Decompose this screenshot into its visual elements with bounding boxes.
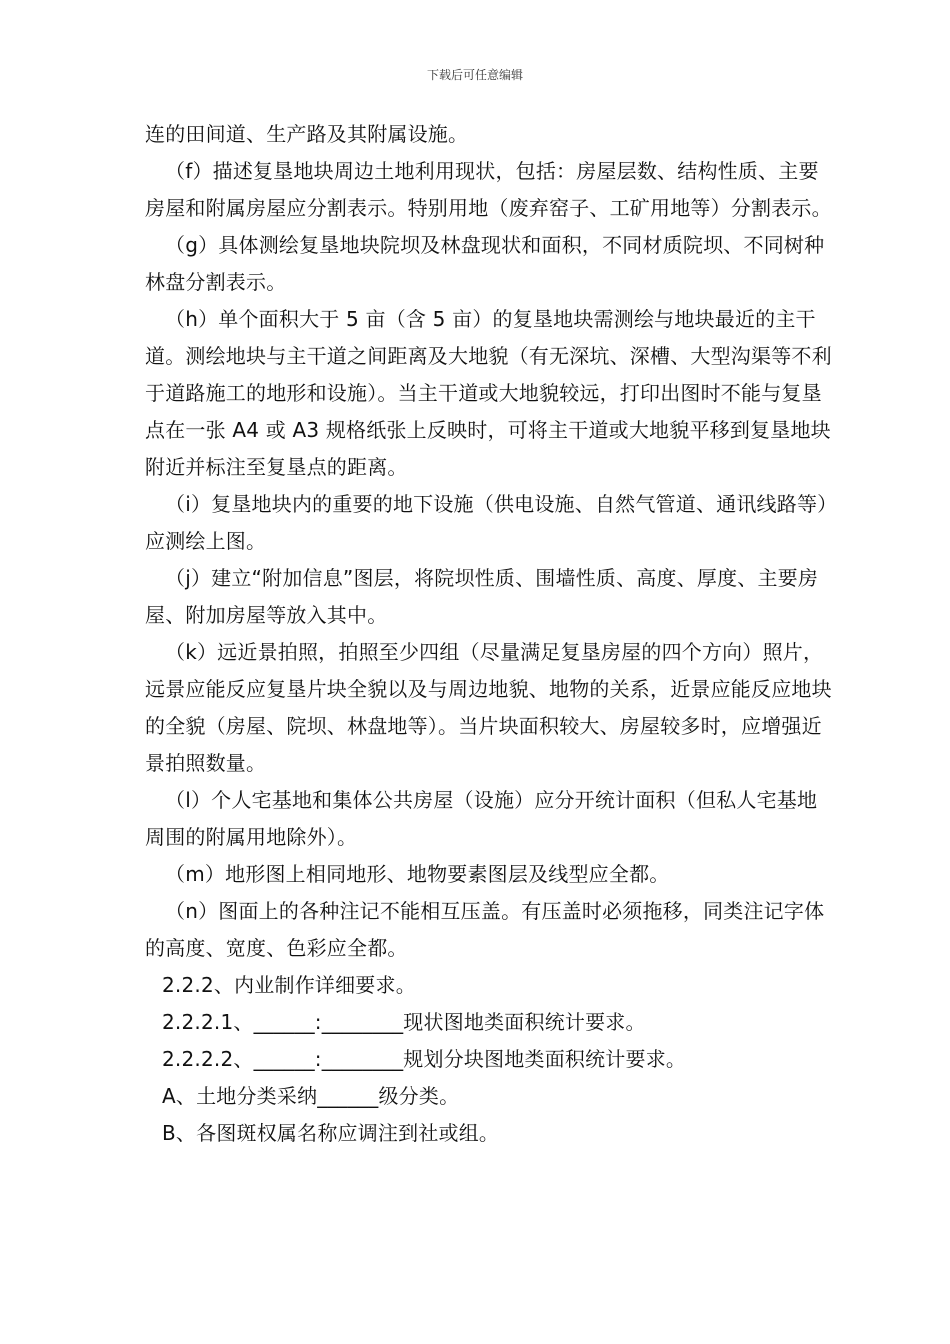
section-heading: 2.2.2、内业制作详细要求。: [162, 973, 416, 997]
paragraph: （l）个人宅基地和集体公共房屋（设施）应分开统计面积（但私人宅基地周围的附属用地除外）。: [145, 788, 818, 849]
list-item: B、各图斑权属名称应调注到社或组。: [162, 1121, 500, 1145]
paragraph: （j）建立“附加信息”图层，将院坝性质、围墙性质、高度、厚度、主要房屋、附加房屋等放入其中。: [145, 566, 819, 627]
paragraph: （m）地形图上相同地形、地物要素图层及线型应全都。: [165, 862, 670, 886]
paragraph: （n）图面上的各种注记不能相互压盖。有压盖时必须拖移，同类注记字体的高度、宽度、色彩应全都。: [145, 899, 825, 960]
paragraph: （i）复垦地块内的重要的地下设施（供电设施、自然气管道、通讯线路等）应测绘上图。: [145, 492, 828, 553]
paragraph: （f）描述复垦地块周边土地利用现状，包括：房屋层数、结构性质、主要房屋和附属房屋应分割表示。特别用地（废弃窑子、工矿用地等）分割表示。: [145, 159, 832, 220]
page-header: 下载后可任意编辑: [426, 68, 523, 82]
paragraph: （h）单个面积大于 5 亩（含 5 亩）的复垦地块需测绘与地块最近的主干道。测绘地块与主干道之间距离及大地貌（有无深坑、深槽、大型沟渠等不利于道路施工的地形和设施）。当主干道或大地貌较远，打印出图时不能与复垦点在一张 A4 或 A3 规格纸张上反映时，可将主干道或大地貌平移到复垦地块附近并标注至复垦点的距离。: [145, 307, 832, 479]
paragraph: （k）远近景拍照，拍照至少四组（尽量满足复垦房屋的四个方向）照片，远景应能反应复垦片块全貌以及与周边地貌、地物的关系，近景应能反应地块的全貌（房屋、院坝、林盘地等）。当片块面积较大、房屋较多时，应增强近景拍照数量。: [145, 640, 832, 775]
document-body: [145, 116, 835, 1152]
paragraph: （g）具体测绘复垦地块院坝及林盘现状和面积，不同材质院坝、不同树种林盘分割表示。: [145, 233, 825, 294]
subsection-heading: 2.2.2.1、______:________现状图地类面积统计要求。: [162, 1010, 646, 1034]
subsection-heading: 2.2.2.2、______:________规划分块图地类面积统计要求。: [162, 1047, 687, 1071]
list-item: A、土地分类采纳______级分类。: [162, 1084, 460, 1108]
paragraph: 连的田间道、生产路及其附属设施。: [145, 122, 469, 146]
